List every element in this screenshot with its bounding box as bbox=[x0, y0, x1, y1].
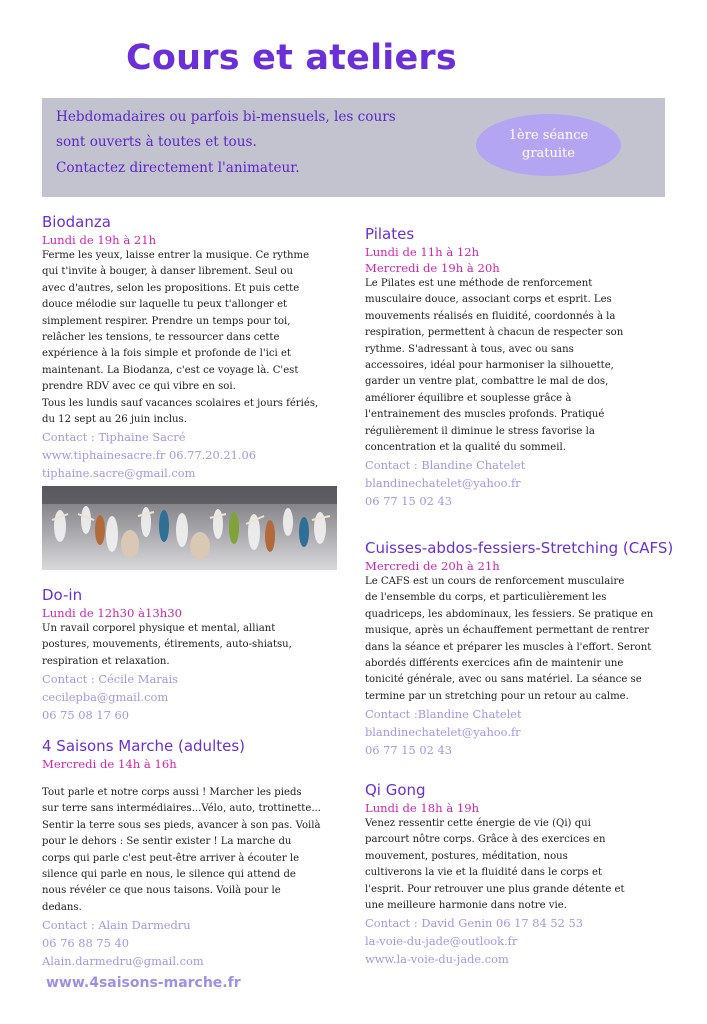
contact-name: Contact : Alain Darmedru bbox=[42, 918, 191, 933]
contact-phone[interactable]: 06 76 88 75 40 bbox=[42, 936, 129, 951]
course-title: 4 Saisons Marche (adultes) bbox=[42, 737, 246, 755]
course-schedule: Lundi de 12h30 à13h30 bbox=[42, 606, 182, 620]
course-schedule: Mercredi de 19h à 20h bbox=[365, 261, 500, 275]
contact-email-link[interactable]: cecilepba@gmail.com bbox=[42, 690, 169, 705]
info-banner bbox=[42, 98, 665, 197]
course-pilates bbox=[365, 225, 623, 510]
desc-line: mouvements réalisés en fluidité, coordonnés à la bbox=[365, 310, 616, 322]
desc-line: simplement respirer. Prendre un temps pour toi, bbox=[42, 315, 291, 327]
course-schedule: Mercredi de 20h à 21h bbox=[365, 559, 500, 573]
course-contacts bbox=[365, 914, 625, 968]
contact-name: Contact : Tiphaine Sacré bbox=[42, 430, 186, 445]
desc-line: sur terre sans intermédiaires...Vélo, auto, trottinette... bbox=[42, 803, 321, 815]
contact-name: Contact :Blandine Chatelet bbox=[365, 707, 522, 722]
banner-line-1: Hebdomadaires ou parfois bi-mensuels, les cours bbox=[56, 109, 396, 125]
desc-line: Tous les lundis sauf vacances scolaires et jours fériés, bbox=[42, 397, 319, 409]
desc-line: maintenant. La Biodanza, c'est ce voyage là. C'est bbox=[42, 364, 299, 376]
course-description bbox=[365, 816, 625, 914]
desc-line: avec d'autres, selon les propositions. Et puis cette bbox=[42, 282, 300, 294]
desc-line: Un ravail corporel physique et mental, alliant bbox=[42, 623, 276, 634]
free-session-badge bbox=[476, 114, 621, 176]
desc-line: quadriceps, les abdominaux, les fessiers. Se pratique en bbox=[365, 608, 654, 620]
desc-line: Venez ressentir cette énergie de vie (Qi) qui bbox=[365, 818, 591, 829]
contact-email-link[interactable]: la-voie-du-jade@outlook.fr bbox=[365, 934, 518, 949]
course-doin bbox=[42, 586, 292, 724]
course-marche bbox=[42, 737, 321, 970]
course-title: Pilates bbox=[365, 225, 415, 243]
desc-line: douce mélodie sur laquelle tu peux t'allonger et bbox=[42, 299, 288, 311]
course-biodanza bbox=[42, 213, 318, 482]
desc-line: améliorer équilibre et souplesse grâce à bbox=[365, 392, 572, 404]
course-description bbox=[42, 621, 292, 670]
contact-website-phone[interactable]: www.tiphainesacre.fr 06.77.20.21.06 bbox=[42, 448, 256, 463]
contact-phone[interactable]: 06 77 15 02 43 bbox=[365, 743, 452, 758]
contact-phone[interactable]: 06 77 15 02 43 bbox=[365, 494, 452, 509]
course-title: Cuisses-abdos-fessiers-Stretching (CAFS) bbox=[365, 539, 674, 557]
desc-line: Le Pilates est une méthode de renforcement bbox=[365, 278, 593, 289]
contact-name: Contact : Cécile Marais bbox=[42, 672, 178, 687]
desc-line: concentration et la qualité du sommeil. bbox=[365, 442, 566, 454]
desc-line: abordés différents exercices afin de maintenir une bbox=[365, 658, 624, 670]
course-description bbox=[365, 574, 673, 705]
course-cafs bbox=[365, 539, 673, 759]
contact-website-link[interactable]: www.la-voie-du-jade.com bbox=[365, 952, 509, 967]
course-schedule: Mercredi de 14h à 16h bbox=[42, 757, 177, 771]
desc-line: expérience à la fois simple et profonde de l'ici et bbox=[42, 348, 291, 360]
desc-line: musique, après un échauffement permettant de rentrer bbox=[365, 625, 650, 637]
desc-line: postures, mouvements, étirements, auto-shiatsu, bbox=[42, 639, 292, 651]
desc-line: du 12 sept au 26 juin inclus. bbox=[42, 414, 187, 426]
desc-line: prendre RDV avec ce qui vibre en soi. bbox=[42, 381, 236, 393]
course-schedule: Lundi de 18h à 19h bbox=[365, 801, 480, 815]
desc-line: garder un ventre plat, combattre le mal de dos, bbox=[365, 376, 609, 388]
desc-line: mouvement, postures, méditation, nous bbox=[365, 850, 568, 862]
website-link[interactable]: www.4saisons-marche.fr bbox=[46, 975, 241, 991]
course-contacts bbox=[42, 916, 321, 970]
course-title: Qi Gong bbox=[365, 781, 426, 799]
course-description bbox=[42, 248, 318, 428]
course-contacts bbox=[42, 670, 292, 724]
desc-line: cultiverons la vie et la fluidité dans le corps et bbox=[365, 867, 602, 879]
dance-photo-image bbox=[42, 486, 337, 570]
desc-line: Ferme les yeux, laisse entrer la musique. Ce rythme bbox=[42, 250, 310, 261]
course-qigong bbox=[365, 781, 625, 968]
badge-line-2: gratuite bbox=[522, 146, 575, 161]
course-title: Biodanza bbox=[42, 213, 111, 231]
desc-line: accessoires, idéal pour harmoniser la silhouette, bbox=[365, 360, 614, 372]
desc-line: dedans. bbox=[42, 901, 82, 913]
course-schedule: Lundi de 19h à 21h bbox=[42, 233, 157, 247]
contact-name-phone: Contact : David Genin 06 17 84 52 53 bbox=[365, 916, 583, 931]
desc-line: rythme. S'adressant à tous, avec ou sans bbox=[365, 343, 574, 355]
desc-line: qui t'invite à bouger, à danser librement. Seul ou bbox=[42, 266, 293, 278]
desc-line: de l'ensemble du corps, et particulièrement les bbox=[365, 592, 607, 604]
desc-line: tonicité générale, avec ou sans matériel. La séance se bbox=[365, 674, 642, 686]
contact-name: Contact : Blandine Chatelet bbox=[365, 458, 526, 473]
dance-photo bbox=[42, 486, 337, 570]
course-contacts bbox=[365, 456, 623, 510]
desc-line: Tout parle et notre corps aussi ! Marcher les pieds bbox=[42, 787, 302, 798]
desc-line: régulièrement il diminue le stress favorise la bbox=[365, 425, 595, 437]
desc-line: silence qui parle en nous, le silence qui attend de bbox=[42, 869, 296, 881]
desc-line: termine par un stretching pour un retour au calme. bbox=[365, 690, 629, 702]
desc-line: Le CAFS est un cours de renforcement musculaire bbox=[365, 576, 625, 587]
badge-line-1: 1ère séance bbox=[508, 128, 589, 143]
page-title: Cours et ateliers bbox=[126, 38, 457, 78]
course-contacts bbox=[42, 428, 318, 482]
course-contacts bbox=[365, 705, 673, 759]
contact-email-link[interactable]: blandinechatelet@yahoo.fr bbox=[365, 725, 521, 740]
contact-phone[interactable]: 06 75 08 17 60 bbox=[42, 708, 129, 723]
desc-line: Sentir la terre sous ses pieds, avancer à son pas. Voilà bbox=[42, 819, 321, 831]
course-title: Do-in bbox=[42, 586, 83, 604]
banner-line-2: sont ouverts à toutes et tous. bbox=[56, 134, 257, 150]
desc-line: parcourt nôtre corps. Grâce à des exercices en bbox=[365, 834, 606, 846]
course-description bbox=[42, 785, 321, 916]
desc-line: l'entrainement des muscles profonds. Pratiqué bbox=[365, 409, 605, 421]
desc-line: dans la séance et préparer les muscles à l'effort. Seront bbox=[365, 641, 652, 653]
desc-line: respiration et relaxation. bbox=[42, 655, 170, 667]
desc-line: pour le dehors : Se sentir exister ! La marche du bbox=[42, 836, 292, 848]
desc-line: corps qui parle c'est peut-être arriver à écouter le bbox=[42, 852, 300, 864]
banner-line-3: Contactez directement l'animateur. bbox=[56, 160, 300, 176]
desc-line: musculaire douce, associant corps et esprit. Les bbox=[365, 294, 612, 306]
contact-email-link[interactable]: blandinechatelet@yahoo.fr bbox=[365, 476, 521, 491]
desc-line: l'esprit. Pour retrouver une plus grande détente et bbox=[365, 883, 625, 895]
desc-line: respiration, permettent à chacun de respecter son bbox=[365, 327, 624, 339]
desc-line: nous révéler ce que nous taisons. Voilà pour le bbox=[42, 885, 281, 897]
contact-email-link[interactable]: tiphaine.sacre@gmail.com bbox=[42, 466, 196, 481]
desc-line: une meilleure harmonie dans notre vie. bbox=[365, 900, 567, 912]
course-description bbox=[365, 276, 623, 456]
contact-email-link[interactable]: Alain.darmedru@gmail.com bbox=[42, 954, 204, 969]
course-schedule: Lundi de 11h à 12h bbox=[365, 245, 480, 259]
desc-line: relâcher les tensions, te ressourcer dans cette bbox=[42, 332, 280, 344]
